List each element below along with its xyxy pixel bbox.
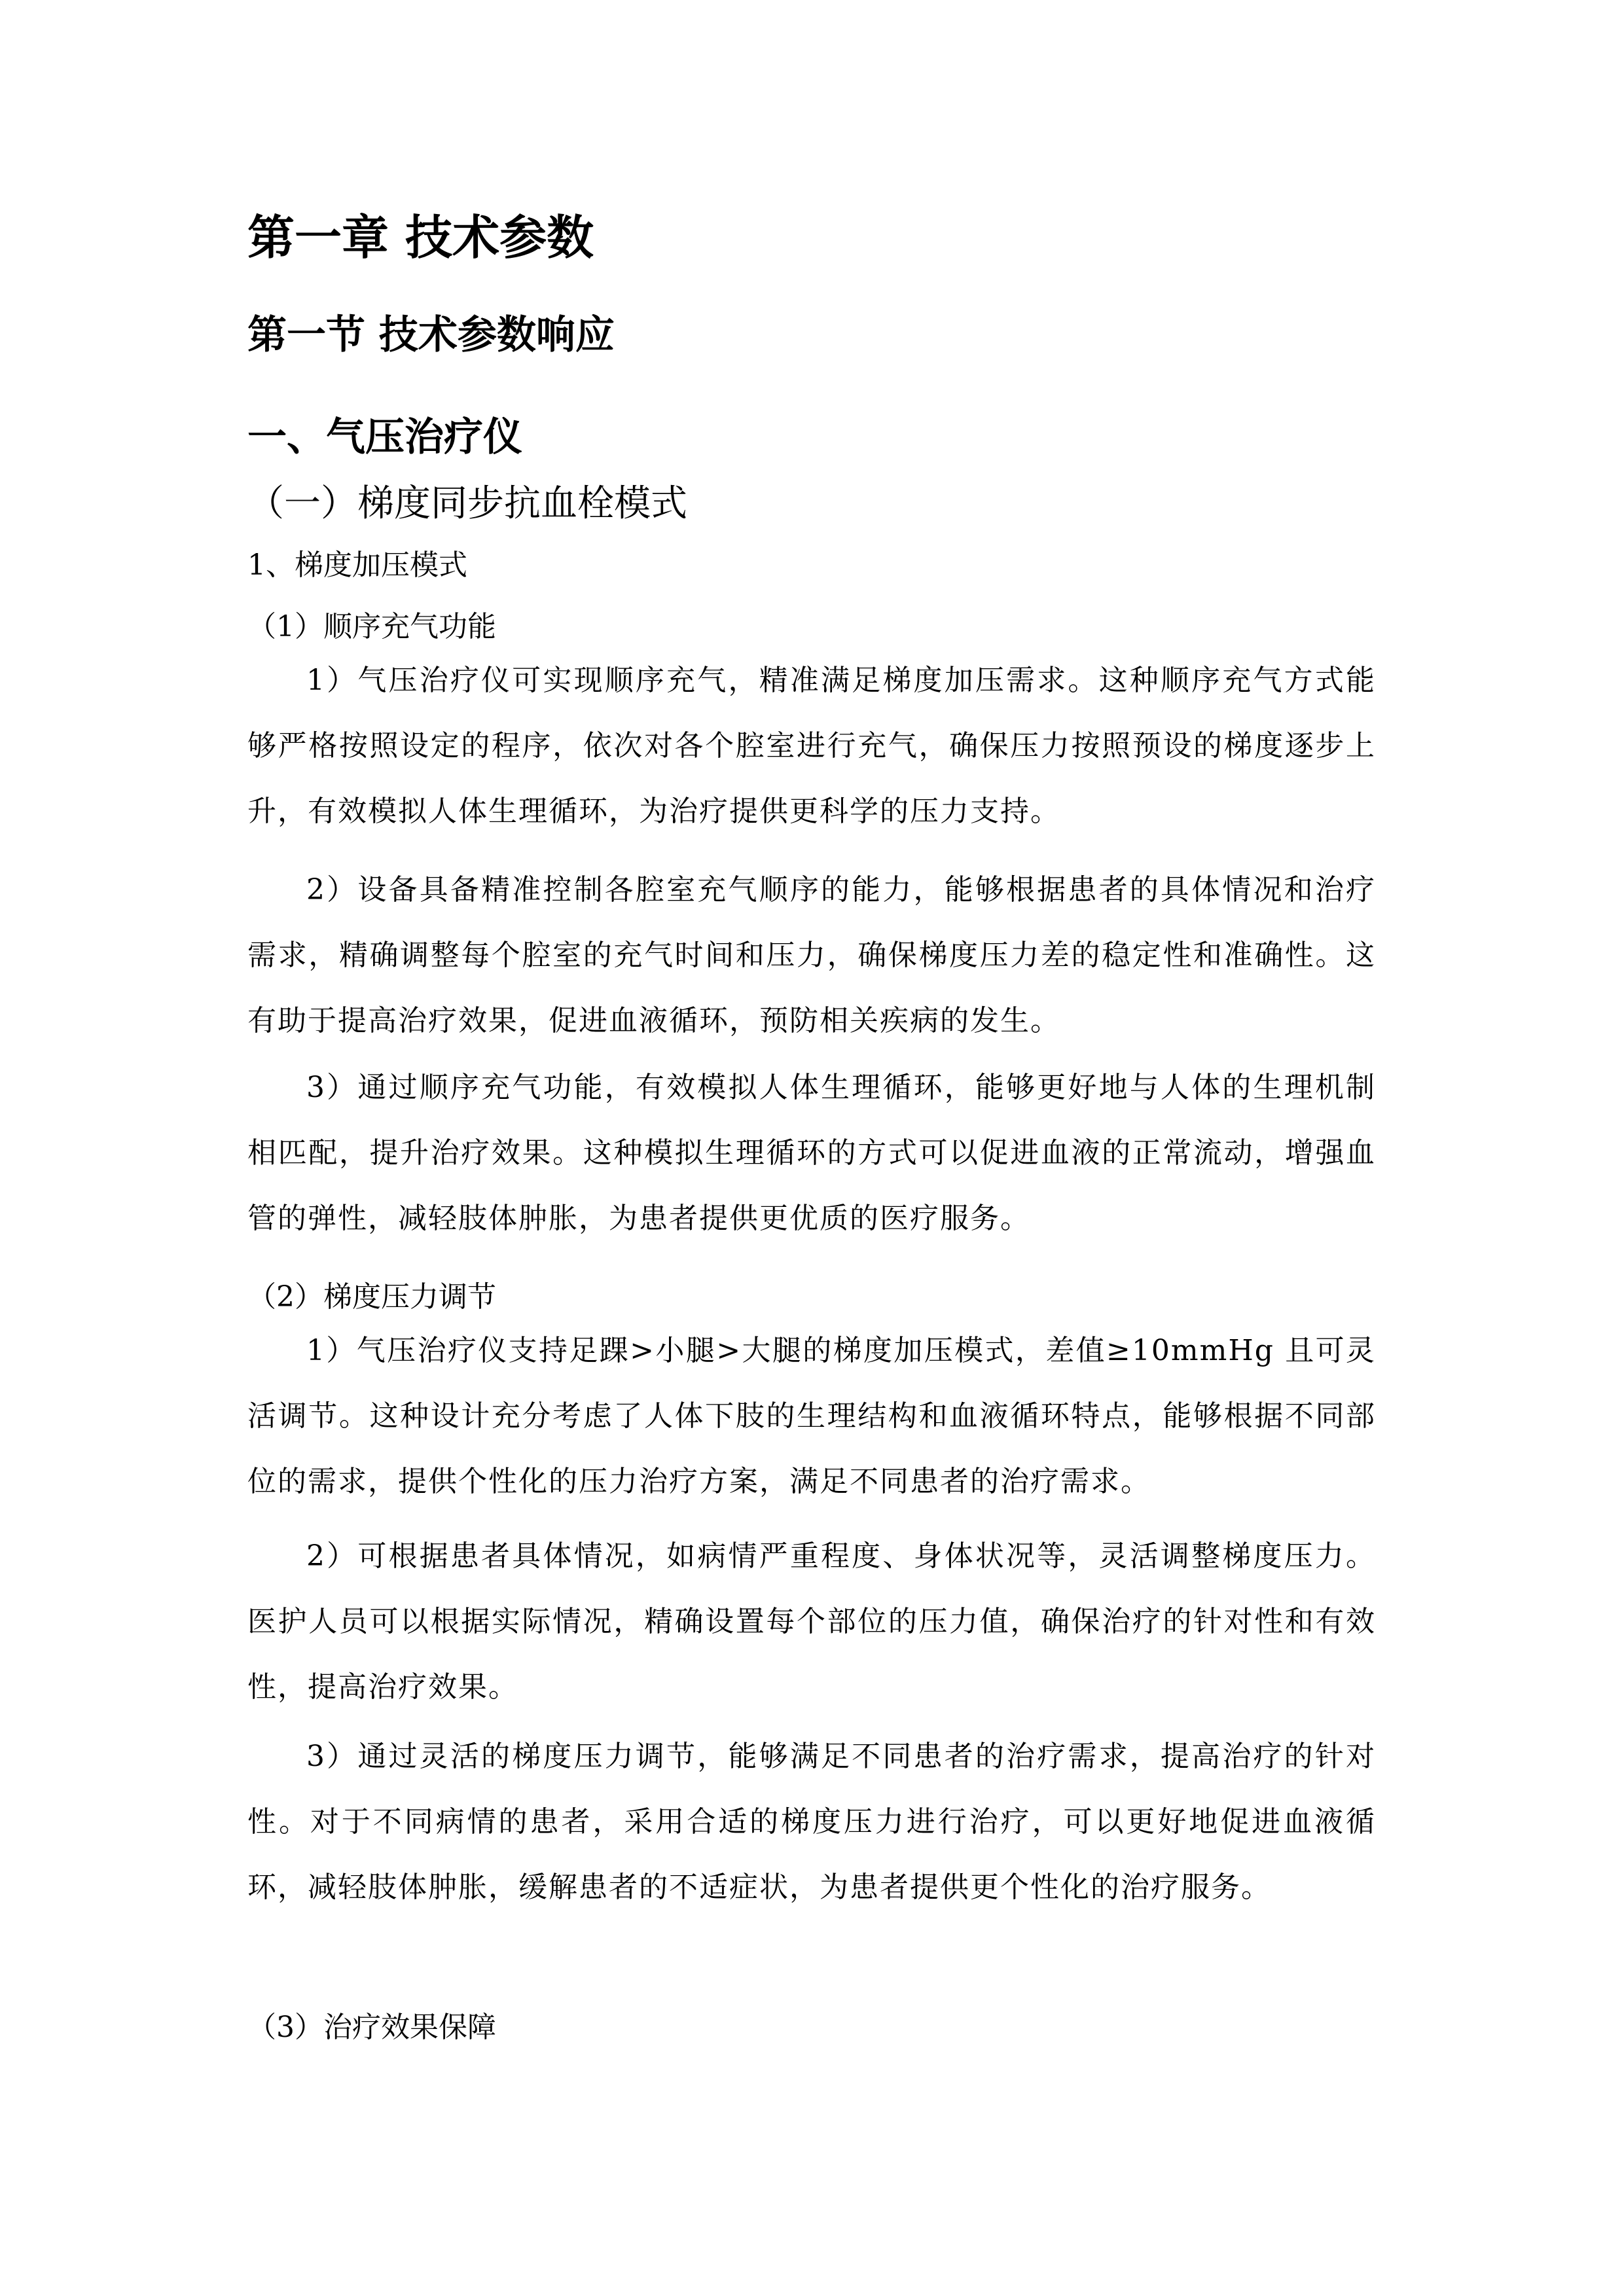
paragraph: 2）设备具备精准控制各腔室充气顺序的能力，能够根据患者的具体情况和治疗需求，精确调整每个腔室的充气时间和压力，确保梯度压力差的稳定性和准确性。这有助于提高治疗效果，促进血液循环，预防相关疾病的发生。: [247, 873, 1376, 1037]
subpart-title: （一）梯度同步抗血栓模式: [247, 482, 687, 525]
item-title: 1、梯度加压模式: [247, 548, 467, 582]
subsection-title: （2）梯度压力调节: [247, 1280, 496, 1314]
subsection-title: （3）治疗效果保障: [247, 2011, 496, 2044]
paragraph: 1）气压治疗仪可实现顺序充气，精准满足梯度加压需求。这种顺序充气方式能够严格按照设定的程序，依次对各个腔室进行充气，确保压力按照预设的梯度逐步上升，有效模拟人体生理循环，为治疗提供更科学的压力支持。: [247, 664, 1376, 828]
section-title: 第一节 技术参数响应: [247, 312, 615, 358]
chapter-title: 第一章 技术参数: [247, 210, 594, 265]
subsection-title: （1）顺序充气功能: [247, 610, 496, 643]
paragraph: 1）气压治疗仪支持足踝>小腿>大腿的梯度加压模式，差值≥10mmHg 且可灵活调节。这种设计充分考虑了人体下肢的生理结构和血液循环特点，能够根据不同部位的需求，提供个性化的压力治疗方案，满足不同患者的治疗需求。: [247, 1334, 1376, 1498]
part-title: 一、气压治疗仪: [247, 414, 522, 460]
paragraph: 3）通过顺序充气功能，有效模拟人体生理循环，能够更好地与人体的生理机制相匹配，提升治疗效果。这种模拟生理循环的方式可以促进血液的正常流动，增强血管的弹性，减轻肢体肿胀，为患者提供更优质的医疗服务。: [247, 1071, 1376, 1235]
paragraph: 2）可根据患者具体情况，如病情严重程度、身体状况等，灵活调整梯度压力。医护人员可以根据实际情况，精确设置每个部位的压力值，确保治疗的针对性和有效性，提高治疗效果。: [247, 1539, 1376, 1704]
paragraph: 3）通过灵活的梯度压力调节，能够满足不同患者的治疗需求，提高治疗的针对性。对于不同病情的患者，采用合适的梯度压力进行治疗，可以更好地促进血液循环，减轻肢体肿胀，缓解患者的不适症状，为患者提供更个性化的治疗服务。: [247, 1740, 1376, 1904]
